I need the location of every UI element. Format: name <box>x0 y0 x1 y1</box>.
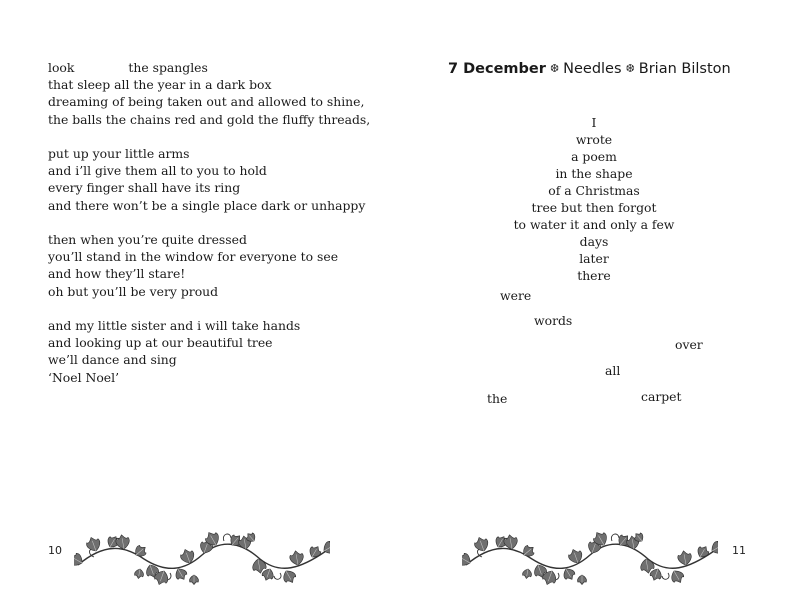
poem-line: the balls the chains red and gold the fluffy threads, <box>48 111 371 127</box>
ivy-leaf <box>74 551 85 568</box>
ivy-leaf <box>462 551 473 568</box>
tree-line: a poem <box>571 149 617 164</box>
fallen-word: all <box>605 363 621 378</box>
word-spangles: the spangles <box>128 60 208 75</box>
stanza-4 <box>48 317 370 386</box>
page-number: 11 <box>732 544 746 557</box>
page-number: 10 <box>48 544 62 557</box>
poem-line: every finger shall have its ring <box>48 180 241 196</box>
poem-line: and i’ll give them all to you to hold <box>48 163 267 179</box>
poem-line: and looking up at our beautiful tree <box>48 335 273 351</box>
fallen-word: carpet <box>641 389 682 404</box>
poem-continued <box>48 59 370 403</box>
poem-line: put up your little arms <box>48 146 190 161</box>
fallen-word: over <box>675 337 703 352</box>
poem-line: then when you’re quite dressed <box>48 232 247 247</box>
ivy-vine-ornament <box>462 525 718 585</box>
poem-line: we’ll dance and sing <box>48 352 177 368</box>
word-look: look <box>48 60 75 75</box>
fallen-word: words <box>534 313 573 328</box>
tree-line: days <box>579 234 609 249</box>
poem-line <box>48 59 370 76</box>
tree-line: there <box>577 268 611 283</box>
poem-line: you’ll stand in the window for everyone to see <box>48 249 339 265</box>
right-page <box>396 0 792 600</box>
tree-line: tree but then forgot <box>531 200 657 215</box>
poem-heading <box>448 61 731 77</box>
poem-line: oh but you’ll be very proud <box>48 283 219 299</box>
poem-title: Needles <box>563 61 622 77</box>
tree-line: wrote <box>575 132 613 147</box>
poem-line: and my little sister and i will take hands <box>48 318 301 333</box>
tree-line: in the shape <box>555 166 633 181</box>
snowflake-icon: ❆ <box>625 62 635 75</box>
poem-line: and there won’t be a single place dark or unhappy <box>48 197 366 213</box>
poem-line: and how they’ll stare! <box>48 266 186 282</box>
poem-line: ‘Noel Noel’ <box>48 369 120 385</box>
poem-line: dreaming of being taken out and allowed to shine, <box>48 94 365 110</box>
poem-date: 7 December <box>448 61 546 77</box>
poem-author: Brian Bilston <box>638 61 731 77</box>
ivy-vine-ornament <box>74 525 330 585</box>
snowflake-icon: ❆ <box>549 62 560 75</box>
poem-line: that sleep all the year in a dark box <box>48 77 272 93</box>
stanza-3 <box>48 231 370 300</box>
fallen-word: the <box>487 391 508 406</box>
stanza-2 <box>48 145 370 214</box>
tree-line: I <box>591 115 597 130</box>
tree-line: later <box>579 251 609 266</box>
tree-line: of a Christmas <box>548 183 640 198</box>
fallen-word: were <box>500 288 532 303</box>
stanza-1 <box>48 59 370 128</box>
tree-line: to water it and only a few <box>513 217 675 232</box>
